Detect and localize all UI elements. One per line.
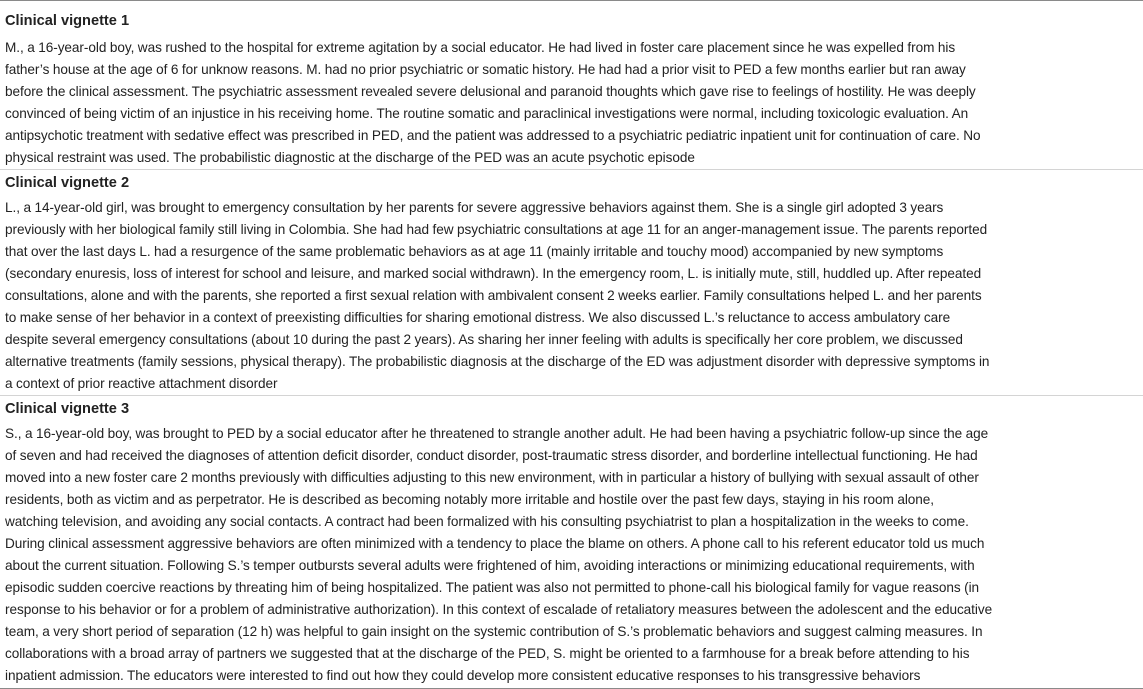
text-line: before the clinical assessment. The psychiatric assessment revealed severe delusional and paranoid thoughts which gave rise to feelings of hostility. He was deeply — [5, 84, 976, 99]
text-line: episodic sudden coercive reactions by threating him of being hospitalized. The patient was also not permitted to phone-call his biological family for vague reasons (in — [5, 580, 980, 595]
text-line: despite several emergency consultations (about 10 during the past 2 years). As sharing her inner feeling with adults is specifically her core problem, we discussed — [5, 332, 963, 347]
text-line: inpatient admission. The educators were interested to find out how they could develop more consistent educative responses to his transgressive behaviors — [5, 668, 921, 683]
vignette-1-text — [5, 37, 1143, 169]
vignette-2-text — [5, 197, 1143, 395]
text-line: watching television, and avoiding any social contacts. A contract had been formalized with his consulting psychiatrist to plan a hospitalization in the weeks to come. — [5, 514, 969, 529]
text-line: M., a 16-year-old boy, was rushed to the hospital for extreme agitation by a social educator. He had lived in foster care placement since he was expelled from his — [5, 40, 956, 55]
text-line: moved into a new foster care 2 months previously with difficulties adjusting to this new environment, with in particular a history of bullying with sexual assault of other — [5, 470, 979, 485]
text-line: alternative treatments (family sessions, physical therapy). The probabilistic diagnosis at the discharge of the ED was adjustment disorder with depressive symptoms in — [5, 354, 990, 369]
text-line: of seven and had received the diagnoses of attention deficit disorder, conduct disorder, post-traumatic stress disorder, and borderline intellectual functioning. He had — [5, 448, 978, 463]
text-line: previously with her biological family still living in Colombia. She had had few psychiatric consultations at age 11 for an anger-management issue. The parents reported — [5, 222, 988, 237]
row-divider — [0, 395, 1143, 396]
text-line: During clinical assessment aggressive behaviors are often minimized with a tendency to place the blame on others. A phone call to his referent educator told us much — [5, 536, 985, 551]
text-line: antipsychotic treatment with sedative effect was prescribed in PED, and the patient was addressed to a psychiatric pediatric inpatient unit for continuation of care. No — [5, 128, 981, 143]
text-line: to make sense of her behavior in a context of preexisting difficulties for sharing emotional distress. We also discussed L.’s reluctance to access ambulatory care — [5, 310, 951, 325]
text-line: a context of prior reactive attachment disorder — [5, 376, 278, 391]
text-line: response to his behavior or for a problem of administrative authorization). In this context of escalade of retaliatory measures between the adolescent and the educative — [5, 602, 993, 617]
text-line: (secondary enuresis, loss of interest for school and leisure, and marked social withdrawn). In the emergency room, L. is initially mute, still, huddled up. After repeated — [5, 266, 982, 281]
text-line: team, a very short period of separation (12 h) was helpful to gain insight on the systemic contribution of S.’s problematic behaviors and suggest calming measures. In — [5, 624, 983, 639]
text-line: father’s house at the age of 6 for unknow reasons. M. had no prior psychiatric or somatic history. He had had a prior visit to PED a few months earlier but ran away — [5, 62, 966, 77]
text-line: that over the last days L. had a resurgence of the same problematic behaviors as at age 11 (mainly irritable and touchy mood) accompanied by new symptoms — [5, 244, 944, 259]
text-line: L., a 14-year-old girl, was brought to emergency consultation by her parents for severe aggressive behaviors against them. She is a single girl adopted 3 years — [5, 200, 944, 215]
text-line: residents, both as victim and as perpetrator. He is described as becoming notably more irritable and hostile over the past few days, staying in his room alone, — [5, 492, 935, 507]
text-line: physical restraint was used. The probabilistic diagnostic at the discharge of the PED was an acute psychotic episode — [5, 150, 695, 165]
vignette-3-text — [5, 423, 1143, 687]
text-line: consultations, alone and with the parents, she reported a first sexual relation with ambivalent consent 2 weeks earlier. Family consultations helped L. and her parents — [5, 288, 982, 303]
row-divider — [0, 169, 1143, 170]
text-line: S., a 16-year-old boy, was brought to PED by a social educator after he threatened to strangle another adult. He had been having a psychiatric follow-up since the age — [5, 426, 989, 441]
vignette-3-heading: Clinical vignette 3 — [5, 401, 130, 417]
vignette-2-heading: Clinical vignette 2 — [5, 175, 130, 191]
text-line: collaborations with a broad array of partners we suggested that at the discharge of the PED, S. might be oriented to a farmhouse for a break before attending to his — [5, 646, 970, 661]
text-line: about the current situation. Following S.’s temper outbursts several adults were frightened of him, avoiding interactions or minimizing educational requirements, with — [5, 558, 975, 573]
vignette-1-heading: Clinical vignette 1 — [5, 13, 130, 29]
text-line: convinced of being victim of an injustice in his receiving home. The routine somatic and paraclinical investigations were normal, including toxicologic evaluation. An — [5, 106, 969, 121]
